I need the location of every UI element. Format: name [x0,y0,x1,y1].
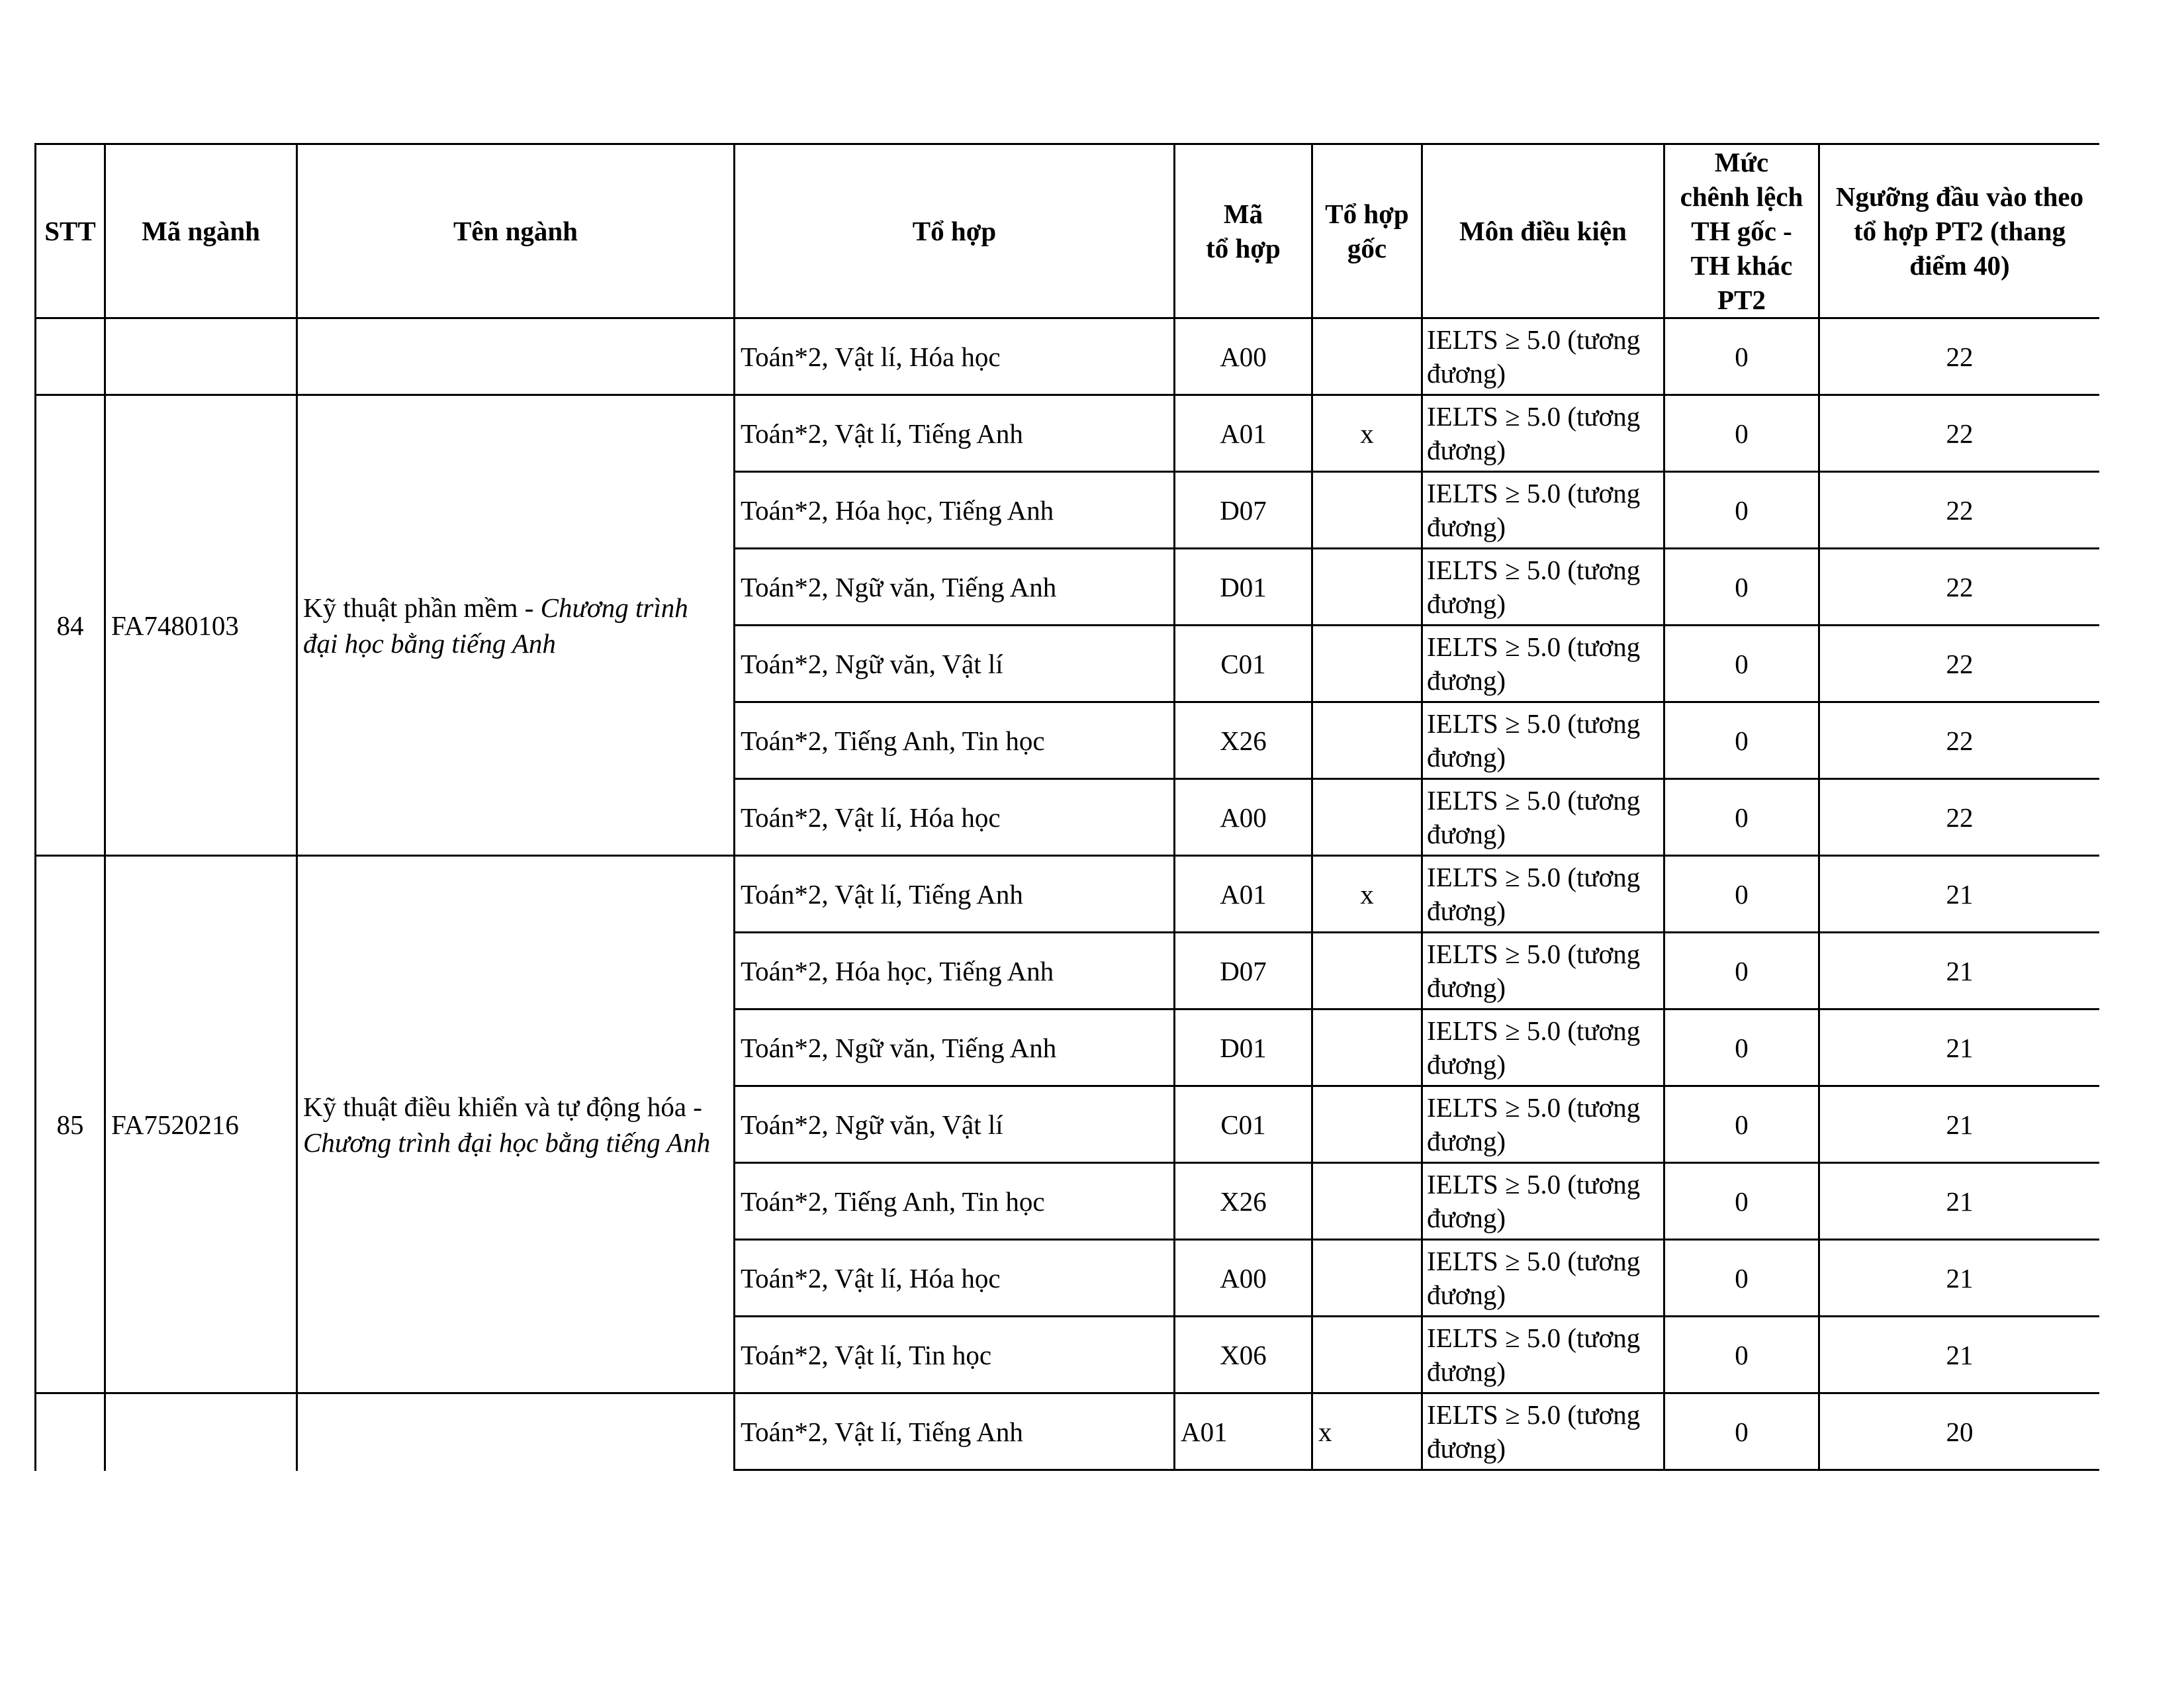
muc-chenh-lech-cell: 0 [1664,318,1819,395]
to-hop-goc-cell [1312,626,1422,702]
muc-chenh-lech-cell: 0 [1664,1317,1819,1393]
mon-dieu-kien-cell [1422,1317,1664,1393]
condition-line1: IELTS ≥ 5.0 (tương [1427,324,1641,355]
to-hop-goc-cell [1312,702,1422,779]
muc-chenh-lech-cell: 0 [1664,626,1819,702]
muc-chenh-lech-cell: 0 [1664,856,1819,933]
to-hop-cell: Toán*2, Ngữ văn, Vật lí [735,1086,1175,1163]
mon-dieu-kien-cell [1422,856,1664,933]
major-name-italic-1: Chương trình [540,592,688,623]
to-hop-goc-cell [1312,1240,1422,1317]
ma-nganh-cell [105,318,297,395]
nguong-cell: 21 [1819,1240,2100,1317]
nguong-cell: 22 [1819,472,2100,549]
to-hop-cell: Toán*2, Vật lí, Tin học [735,1317,1175,1393]
header-nguong [1819,144,2100,318]
header-nguong-line2: tổ hợp PT2 (thang [1853,216,2066,246]
header-to-hop: Tổ hợp [735,144,1175,318]
header-nguong-line1: Ngưỡng đầu vào theo [1835,181,2084,212]
ma-to-hop-cell: D07 [1175,472,1312,549]
nguong-cell: 21 [1819,933,2100,1009]
to-hop-cell: Toán*2, Vật lí, Hóa học [735,779,1175,856]
muc-chenh-lech-cell: 0 [1664,1086,1819,1163]
ma-to-hop-cell: X06 [1175,1317,1312,1393]
mon-dieu-kien-cell [1422,1086,1664,1163]
muc-chenh-lech-cell: 0 [1664,779,1819,856]
condition-line1: IELTS ≥ 5.0 (tương [1427,1168,1641,1199]
to-hop-cell: Toán*2, Vật lí, Hóa học [735,318,1175,395]
condition-line1: IELTS ≥ 5.0 (tương [1427,1092,1641,1123]
header-muc-line3: TH gốc - [1691,216,1792,246]
header-mon-dieu-kien: Môn điều kiện [1422,144,1664,318]
table-row [36,1393,2100,1470]
condition-line1: IELTS ≥ 5.0 (tương [1427,477,1641,508]
to-hop-goc-cell: x [1312,856,1422,933]
to-hop-goc-cell [1312,779,1422,856]
condition-line2: đương) [1427,1279,1506,1310]
stt-cell: 85 [36,856,105,1393]
nguong-cell: 21 [1819,1163,2100,1240]
ma-to-hop-cell: C01 [1175,1086,1312,1163]
mon-dieu-kien-cell [1422,702,1664,779]
nguong-cell: 21 [1819,1317,2100,1393]
to-hop-goc-cell [1312,318,1422,395]
muc-chenh-lech-cell: 0 [1664,933,1819,1009]
header-to-hop-goc [1312,144,1422,318]
to-hop-goc-cell [1312,1163,1422,1240]
mon-dieu-kien-cell [1422,779,1664,856]
ma-to-hop-cell: A00 [1175,1240,1312,1317]
nguong-cell: 21 [1819,1009,2100,1086]
condition-line2: đương) [1427,511,1506,542]
ma-to-hop-cell: A00 [1175,779,1312,856]
condition-line1: IELTS ≥ 5.0 (tương [1427,861,1641,892]
nguong-cell: 22 [1819,395,2100,472]
ten-nganh-cell [297,318,735,395]
ten-nganh-cell [297,1393,735,1470]
condition-line2: đương) [1427,972,1506,1003]
header-muc-line1: Mức [1714,147,1769,177]
muc-chenh-lech-cell: 0 [1664,1163,1819,1240]
condition-line2: đương) [1427,434,1506,465]
condition-line1: IELTS ≥ 5.0 (tương [1427,1245,1641,1276]
to-hop-cell: Toán*2, Vật lí, Tiếng Anh [735,856,1175,933]
nguong-cell: 22 [1819,779,2100,856]
condition-line1: IELTS ≥ 5.0 (tương [1427,938,1641,969]
muc-chenh-lech-cell: 0 [1664,472,1819,549]
mon-dieu-kien-cell [1422,933,1664,1009]
ma-nganh-cell: FA7480103 [105,395,297,856]
header-nguong-line3: điểm 40) [1909,250,2010,281]
header-ma-to-hop [1175,144,1312,318]
stt-cell [36,318,105,395]
table-row [36,318,2100,395]
ma-to-hop-cell: A01 [1175,856,1312,933]
major-name-plain: Kỹ thuật điều khiển và tự động hóa - [303,1091,702,1122]
nguong-cell: 20 [1819,1393,2100,1470]
mon-dieu-kien-cell [1422,318,1664,395]
header-muc-line2: chênh lệch [1680,181,1803,212]
to-hop-goc-cell: x [1312,395,1422,472]
stt-cell: 84 [36,395,105,856]
ma-nganh-cell: FA7520216 [105,856,297,1393]
nguong-cell: 22 [1819,549,2100,626]
ma-to-hop-cell: D01 [1175,549,1312,626]
header-stt: STT [36,144,105,318]
condition-line1: IELTS ≥ 5.0 (tương [1427,1015,1641,1046]
to-hop-goc-cell [1312,1009,1422,1086]
condition-line1: IELTS ≥ 5.0 (tương [1427,784,1641,816]
header-to-hop-goc-line1: Tổ hợp [1325,199,1409,229]
muc-chenh-lech-cell: 0 [1664,1009,1819,1086]
ma-to-hop-cell: X26 [1175,702,1312,779]
ma-to-hop-cell: A01 [1175,1393,1312,1470]
ma-nganh-cell [105,1393,297,1470]
condition-line2: đương) [1427,741,1506,773]
ma-to-hop-cell: A00 [1175,318,1312,395]
ten-nganh-cell [297,395,735,856]
ma-to-hop-cell: C01 [1175,626,1312,702]
mon-dieu-kien-cell [1422,1009,1664,1086]
to-hop-cell: Toán*2, Tiếng Anh, Tin học [735,1163,1175,1240]
nguong-cell: 22 [1819,318,2100,395]
to-hop-goc-cell [1312,1317,1422,1393]
to-hop-cell: Toán*2, Hóa học, Tiếng Anh [735,933,1175,1009]
to-hop-cell: Toán*2, Vật lí, Tiếng Anh [735,395,1175,472]
condition-line1: IELTS ≥ 5.0 (tương [1427,1322,1641,1353]
header-ma-to-hop-line2: tổ hợp [1206,233,1281,263]
condition-line2: đương) [1427,1432,1506,1464]
to-hop-goc-cell [1312,933,1422,1009]
header-to-hop-goc-line2: gốc [1347,233,1387,263]
muc-chenh-lech-cell: 0 [1664,702,1819,779]
ma-to-hop-cell: X26 [1175,1163,1312,1240]
table-row [36,856,2100,933]
muc-chenh-lech-cell: 0 [1664,549,1819,626]
nguong-cell: 21 [1819,1086,2100,1163]
condition-line2: đương) [1427,588,1506,619]
to-hop-cell: Toán*2, Ngữ văn, Tiếng Anh [735,1009,1175,1086]
muc-chenh-lech-cell: 0 [1664,395,1819,472]
condition-line1: IELTS ≥ 5.0 (tương [1427,631,1641,662]
nguong-cell: 21 [1819,856,2100,933]
ma-to-hop-cell: D07 [1175,933,1312,1009]
mon-dieu-kien-cell [1422,1393,1664,1470]
header-muc-chenh-lech [1664,144,1819,318]
to-hop-cell: Toán*2, Ngữ văn, Vật lí [735,626,1175,702]
major-name-italic-2: đại học bằng tiếng Anh [303,628,556,659]
mon-dieu-kien-cell [1422,1240,1664,1317]
mon-dieu-kien-cell [1422,1163,1664,1240]
mon-dieu-kien-cell [1422,395,1664,472]
condition-line2: đương) [1427,665,1506,696]
header-ten-nganh: Tên ngành [297,144,735,318]
to-hop-cell: Toán*2, Vật lí, Hóa học [735,1240,1175,1317]
ten-nganh-cell [297,856,735,1393]
to-hop-goc-cell [1312,1086,1422,1163]
stt-cell [36,1393,105,1470]
header-ma-nganh: Mã ngành [105,144,297,318]
condition-line2: đương) [1427,357,1506,389]
nguong-cell: 22 [1819,702,2100,779]
major-name-plain: Kỹ thuật phần mềm - [303,592,541,623]
to-hop-cell: Toán*2, Tiếng Anh, Tin học [735,702,1175,779]
major-name-italic: Chương trình đại học bằng tiếng Anh [303,1127,711,1158]
page-frame [34,143,2099,1509]
header-ma-to-hop-line1: Mã [1223,199,1263,229]
condition-line1: IELTS ≥ 5.0 (tương [1427,400,1641,432]
condition-line2: đương) [1427,1202,1506,1233]
admission-table [34,143,2099,1471]
to-hop-goc-cell [1312,549,1422,626]
table-row [36,395,2100,472]
header-muc-line4: TH khác [1690,250,1793,281]
ma-to-hop-cell: A01 [1175,395,1312,472]
to-hop-goc-cell [1312,472,1422,549]
mon-dieu-kien-cell [1422,626,1664,702]
condition-line2: đương) [1427,1049,1506,1080]
condition-line2: đương) [1427,1356,1506,1387]
mon-dieu-kien-cell [1422,472,1664,549]
muc-chenh-lech-cell: 0 [1664,1240,1819,1317]
to-hop-cell: Toán*2, Vật lí, Tiếng Anh [735,1393,1175,1470]
condition-line1: IELTS ≥ 5.0 (tương [1427,554,1641,585]
ma-to-hop-cell: D01 [1175,1009,1312,1086]
condition-line2: đương) [1427,1125,1506,1156]
condition-line1: IELTS ≥ 5.0 (tương [1427,708,1641,739]
to-hop-cell: Toán*2, Ngữ văn, Tiếng Anh [735,549,1175,626]
condition-line2: đương) [1427,895,1506,926]
nguong-cell: 22 [1819,626,2100,702]
header-row [36,144,2100,318]
condition-line2: đương) [1427,818,1506,849]
mon-dieu-kien-cell [1422,549,1664,626]
to-hop-goc-cell: x [1312,1393,1422,1470]
header-muc-line5: PT2 [1717,285,1766,315]
to-hop-cell: Toán*2, Hóa học, Tiếng Anh [735,472,1175,549]
condition-line1: IELTS ≥ 5.0 (tương [1427,1399,1641,1430]
muc-chenh-lech-cell: 0 [1664,1393,1819,1470]
